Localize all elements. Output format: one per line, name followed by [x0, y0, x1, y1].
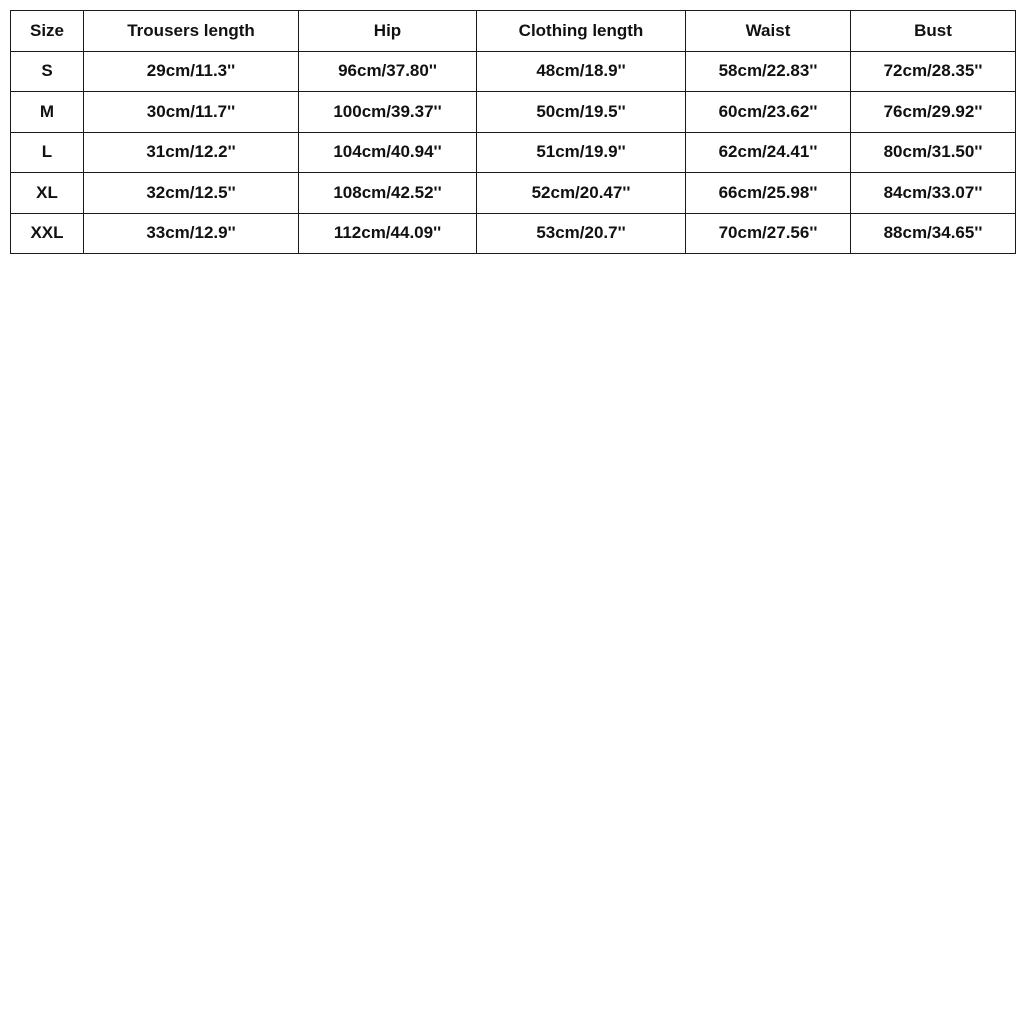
- cell-clothing-length: 48cm/18.9'': [477, 51, 686, 92]
- cell-waist: 70cm/27.56'': [686, 213, 851, 254]
- cell-waist: 60cm/23.62'': [686, 92, 851, 133]
- table-row: [11, 132, 1016, 173]
- cell-waist: 58cm/22.83'': [686, 51, 851, 92]
- size-chart-table: [10, 10, 1016, 254]
- cell-clothing-length: 53cm/20.7'': [477, 213, 686, 254]
- cell-waist: 66cm/25.98'': [686, 173, 851, 214]
- cell-size: XL: [11, 173, 84, 214]
- table-header-row: [11, 11, 1016, 52]
- cell-trousers-length: 30cm/11.7'': [84, 92, 299, 133]
- cell-trousers-length: 32cm/12.5'': [84, 173, 299, 214]
- cell-size: M: [11, 92, 84, 133]
- cell-bust: 88cm/34.65'': [851, 213, 1016, 254]
- cell-hip: 104cm/40.94'': [299, 132, 477, 173]
- cell-hip: 96cm/37.80'': [299, 51, 477, 92]
- cell-clothing-length: 51cm/19.9'': [477, 132, 686, 173]
- table-row: [11, 51, 1016, 92]
- cell-clothing-length: 50cm/19.5'': [477, 92, 686, 133]
- header-bust: Bust: [851, 11, 1016, 52]
- cell-trousers-length: 29cm/11.3'': [84, 51, 299, 92]
- cell-bust: 80cm/31.50'': [851, 132, 1016, 173]
- cell-bust: 72cm/28.35'': [851, 51, 1016, 92]
- table-row: [11, 92, 1016, 133]
- cell-clothing-length: 52cm/20.47'': [477, 173, 686, 214]
- header-clothing-length: Clothing length: [477, 11, 686, 52]
- cell-size: XXL: [11, 213, 84, 254]
- cell-size: L: [11, 132, 84, 173]
- cell-bust: 84cm/33.07'': [851, 173, 1016, 214]
- header-size: Size: [11, 11, 84, 52]
- header-waist: Waist: [686, 11, 851, 52]
- cell-hip: 108cm/42.52'': [299, 173, 477, 214]
- cell-hip: 100cm/39.37'': [299, 92, 477, 133]
- cell-bust: 76cm/29.92'': [851, 92, 1016, 133]
- table-row: [11, 173, 1016, 214]
- table-row: [11, 213, 1016, 254]
- cell-size: S: [11, 51, 84, 92]
- cell-trousers-length: 31cm/12.2'': [84, 132, 299, 173]
- cell-trousers-length: 33cm/12.9'': [84, 213, 299, 254]
- header-trousers-length: Trousers length: [84, 11, 299, 52]
- cell-waist: 62cm/24.41'': [686, 132, 851, 173]
- header-hip: Hip: [299, 11, 477, 52]
- cell-hip: 112cm/44.09'': [299, 213, 477, 254]
